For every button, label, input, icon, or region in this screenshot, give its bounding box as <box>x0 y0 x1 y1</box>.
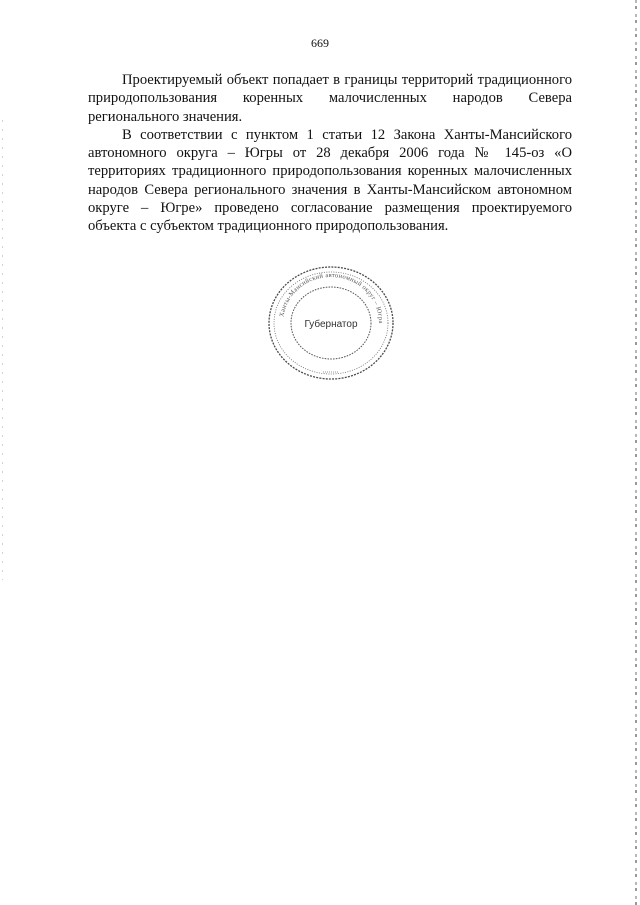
paragraph-1: Проектируемый объект попадает в границы территорий традиционного природопользования коренных малочисленных народов Севера регионального значения. <box>88 72 572 125</box>
body-text <box>88 71 572 236</box>
stamp-seal-icon <box>265 264 397 382</box>
official-stamp <box>265 264 397 382</box>
page-number: 669 <box>311 36 329 50</box>
stamp-center-text: Губернатор <box>304 319 358 330</box>
scan-edge-artifact <box>635 0 637 905</box>
stamp-ring-text: Ханты-Мансийский автономный округ – Югра <box>278 271 385 324</box>
paragraph-2: В соответствии с пунктом 1 статьи 12 Закона Ханты-Мансийского автономного округа – Югры от 28 декабря 2006 года № 145-оз «О территориях традиционного природопользования коренных малочисленных народов Севера регионального значения в Ханты-Мансийском автономном округе – Югре» проведено согласование размещения проектируемого объекта с субъектом традиционного природопользования. <box>88 126 572 235</box>
scan-edge-artifact-left <box>2 120 3 580</box>
svg-text:Ханты-Мансийский автономный ок <box>278 272 384 324</box>
